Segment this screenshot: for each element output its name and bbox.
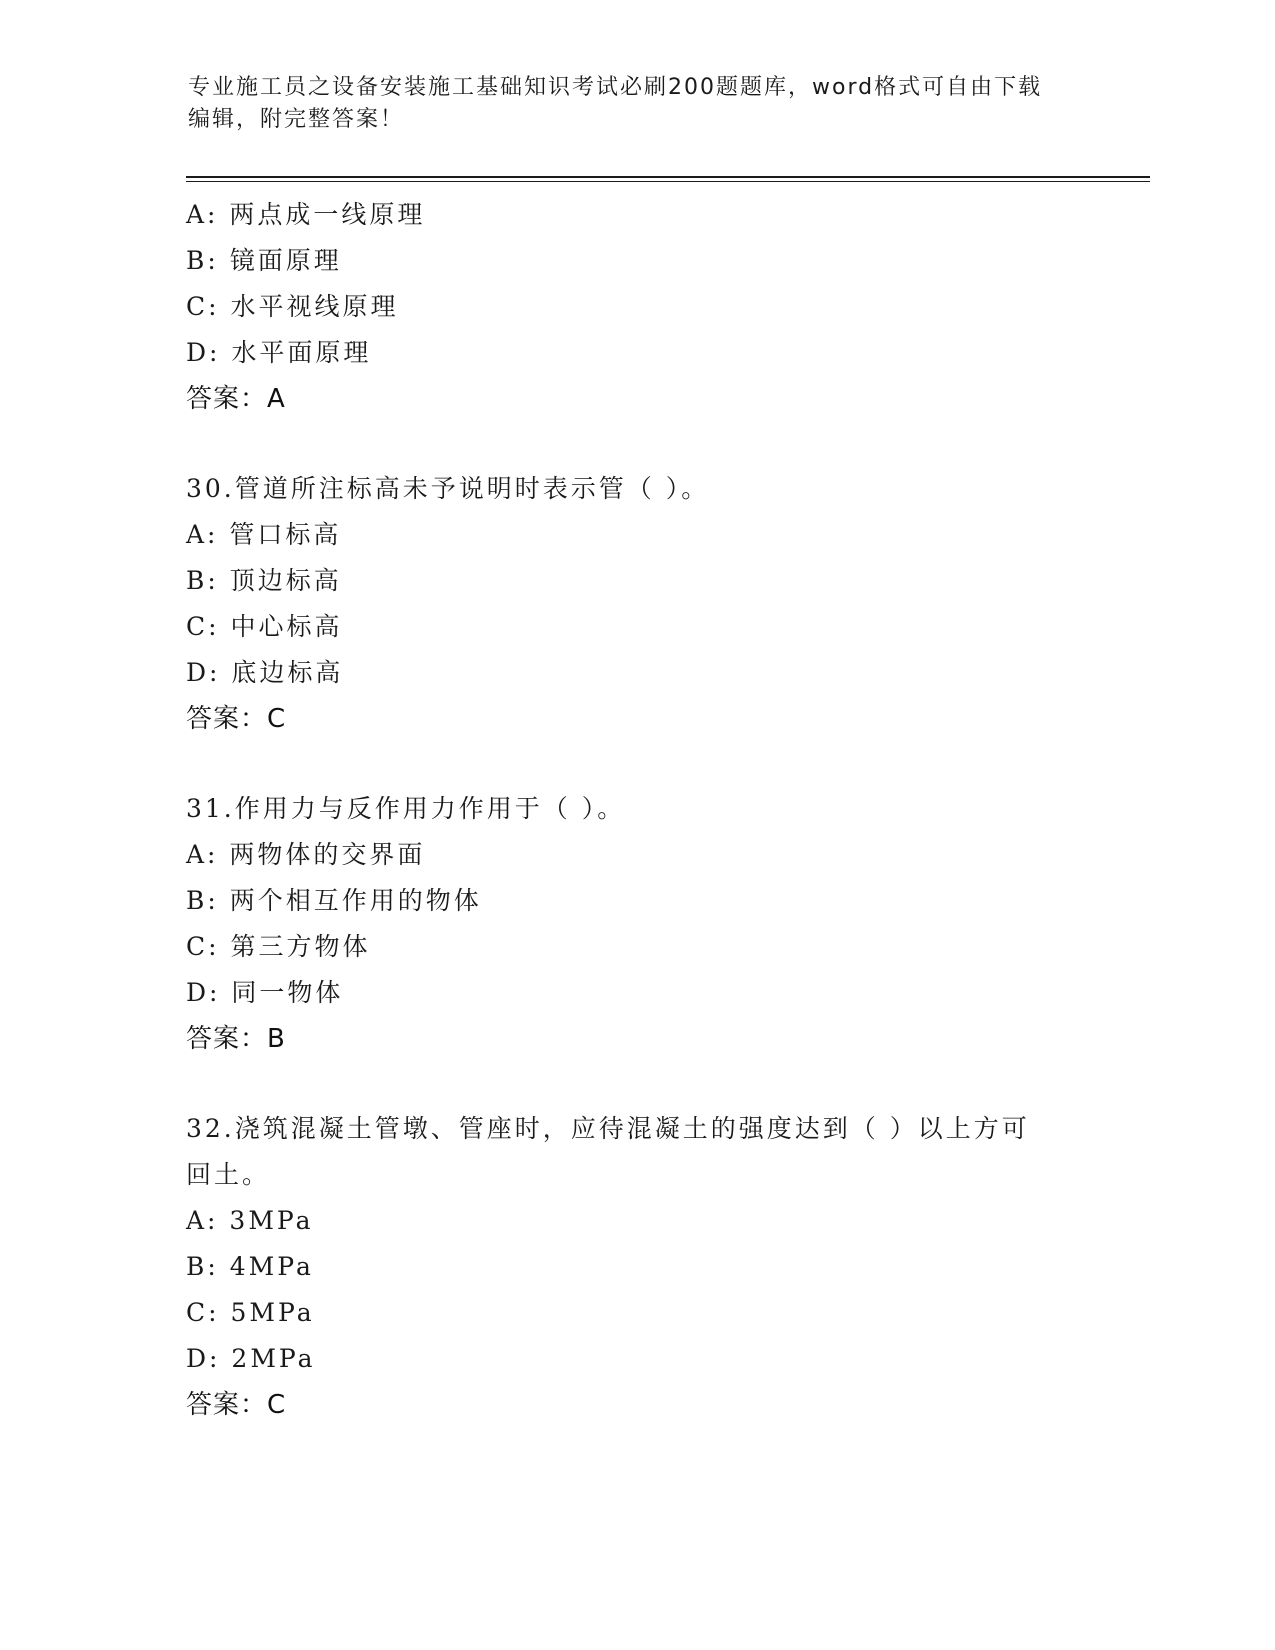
option-d: D: 水平面原理 <box>186 338 372 367</box>
answer: 答案：C <box>186 1390 287 1420</box>
option-d: D: 底边标高 <box>186 658 344 687</box>
option-a: A: 两点成一线原理 <box>186 200 426 229</box>
option-c: C: 第三方物体 <box>186 932 371 961</box>
header-line-1: 专业施工员之设备安装施工基础知识考试必刷200题题库，word格式可自由下载 <box>188 75 1043 100</box>
question-list <box>186 192 1086 1428</box>
header-line-2: 编辑，附完整答案！ <box>188 107 405 132</box>
option-c: C: 水平视线原理 <box>186 292 399 321</box>
option-a: A: 3MPa <box>186 1206 314 1235</box>
answer: 答案：A <box>186 384 286 414</box>
question-text-line-2: 回土。 <box>186 1160 271 1189</box>
option-c: C: 中心标高 <box>186 612 343 641</box>
option-b: B: 镜面原理 <box>186 246 342 275</box>
question-text: 31.作用力与反作用力作用于（ ）。 <box>186 794 626 823</box>
option-b: B: 两个相互作用的物体 <box>186 886 482 915</box>
option-a: A: 两物体的交界面 <box>186 840 426 869</box>
answer: 答案：C <box>186 704 287 734</box>
question-text-line-1: 32.浇筑混凝土管墩、管座时，应待混凝土的强度达到（ ）以上方可 <box>186 1114 1030 1143</box>
header-divider <box>186 176 1150 178</box>
question-29 <box>186 192 1086 422</box>
option-b: B: 顶边标高 <box>186 566 342 595</box>
question-30 <box>186 466 1086 742</box>
question-text: 30.管道所注标高未予说明时表示管（ ）。 <box>186 474 710 503</box>
question-31 <box>186 786 1086 1062</box>
header-divider-thin <box>186 181 1150 182</box>
option-d: D: 2MPa <box>186 1344 316 1373</box>
question-32 <box>186 1106 1086 1428</box>
option-b: B: 4MPa <box>186 1252 314 1281</box>
document-header <box>188 72 1088 136</box>
answer: 答案：B <box>186 1024 286 1054</box>
option-a: A: 管口标高 <box>186 520 342 549</box>
option-d: D: 同一物体 <box>186 978 344 1007</box>
option-c: C: 5MPa <box>186 1298 315 1327</box>
